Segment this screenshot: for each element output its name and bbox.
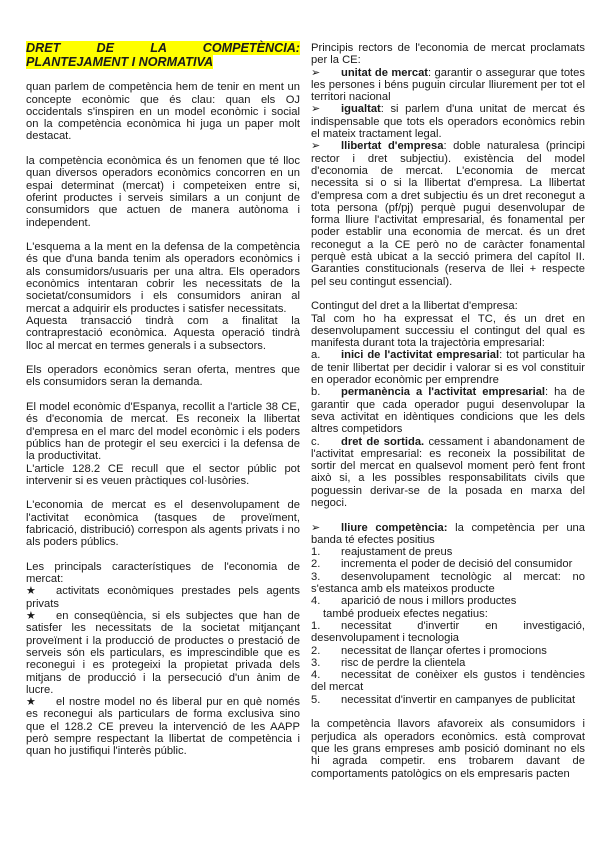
document-title-text: DRET DE LA COMPETÈNCIA: PLANTEJAMENT I NORMATIVA [26, 41, 300, 69]
list-marker: c. [311, 435, 320, 448]
list-item [26, 696, 300, 757]
list-item-text: en conseqüència, si els subjectes que han de satisfer les necessitats de la societat mitjançant proveïment i la producció de productes o prestació de serveis són els particulars, es imprescindible que es reconegui i es protegeixi la propietat privada dels mitjans de producció i la persecució d'un ànim de lucre. [26, 610, 300, 696]
list-item-text: : tot particular ha de tenir llibertat per decidir i valorar si es vol constituir en operador econòmic per emprendre [311, 349, 585, 387]
right-column [311, 42, 585, 780]
blank-line [26, 143, 300, 155]
list-marker: ★ [26, 610, 37, 623]
list-marker: 3. [311, 570, 321, 583]
list-item [311, 140, 585, 288]
paragraph: la competència llavors afavoreix als consumidors i perjudica als operadors econòmics. està comprovat que les grans empreses amb posició dominant no els hi agrada competir. ens trobarem davant de comportaments patològics on els empresaris pacten [311, 718, 585, 780]
blank-line [26, 69, 300, 81]
list-item [311, 67, 585, 104]
list-item-label: lliure competència: [341, 521, 448, 534]
list-item-label: dret de sortida. [341, 435, 425, 448]
list-item [311, 657, 585, 669]
list-marker: 2. [311, 558, 321, 571]
paragraph: L'article 128.2 CE recull que el sector públic pot intervenir si es veuen pràctiques col·lusòries. [26, 462, 300, 487]
list-item [311, 595, 585, 607]
list-marker: 5. [311, 693, 321, 706]
left-column [26, 42, 300, 758]
list-item [311, 669, 585, 694]
list-item-text: la competència per una banda té efectes positius [311, 521, 585, 546]
list-marker: 4. [311, 669, 321, 682]
paragraph: la competència econòmica és un fenomen que té lloc quan diversos operadors econòmics concorren en un espai determinat (mercat) i competeixen entre si, oferint productes i serveis similars a un conjunt de consumidors que actuen de manera autònoma i independent. [26, 155, 300, 229]
list-item-text: necessitat de llançar ofertes i promocions [341, 644, 547, 657]
paragraph: Les principals característiques de l'economia de mercat: [26, 560, 300, 586]
blank-line [26, 389, 300, 401]
paragraph: quan parlem de competència hem de tenir en ment un concepte econòmic que és clau: quan els OJ occidentals s'inspiren en un model econòmic i social on la competència econòmica hi juga un paper molt destacat. [26, 81, 300, 143]
list-item-text: activitats econòmiques prestades pels agents privats [26, 585, 300, 610]
list-marker: ➢ [311, 103, 321, 116]
list-marker: 1. [311, 619, 321, 632]
list-item [311, 620, 585, 645]
list-item [311, 103, 585, 140]
list-marker: ➢ [311, 140, 321, 153]
list-item-text: : doble naturalesa (principi rector i dret subjectiu). existència del model d'economia de mercat. L'economia de mercat necessita si o si la llibertat d'empresa. La llibertat d'empresa com a dret subjectiu és un dret reconegut a tota persona (pf/pj) perquè pugui desenvolupar de forma lliure l'activitat empresarial, és fonamental per poder establir una economia de mercat. és un dret reconegut a la CE però no de caràcter fonamental perquè està ubicat a la secció primera del capítol II. Garanties constitucionals (reserva de llei + respecte pel seu contingut essencial). [311, 140, 585, 288]
list-item-text: incrementa el poder de decisió del consumidor [341, 558, 573, 571]
list-item-text: necessitat d'invertir en campanyes de publicitat [341, 693, 576, 706]
list-item [311, 386, 585, 435]
list-item-text: desenvolupament tecnològic al mercat: no s'estanca amb els mateixos producte [311, 570, 585, 596]
paragraph: Contingut del dret a la llibertat d'empresa: [311, 300, 518, 313]
list-item-text: necessitat d'invertir en investigació, desenvolupament i tecnologia [311, 619, 585, 645]
paragraph: L'esquema a la ment en la defensa de la competència és que d'una banda tenim als operadors econòmics i als consumidors/usuaris per una altra. Els operadors econòmics intentaran cobrir les necessitats de la societat/consumidors i els consumidors aniran al mercat a adquirir els productes i satisfer necessitats. [26, 241, 300, 315]
list-marker: b. [311, 386, 321, 399]
list-item-text: cessament i abandonament de l'activitat empresarial: es reconeix la possibilitat de sortir del mercat en qualsevol moment però fent front això si, a les possibles responsabilitats civils que poguessin derivar-se de la posada en marxa del negoci. [311, 435, 585, 509]
list-item-text: : ha de garantir que cada operador pugui desenvolupar la seva activitat en idèntiques condicions que les dels altres competidors [311, 386, 585, 436]
list-item-text: risc de perdre la clientela [341, 656, 466, 669]
list-item-label: unitat de mercat [341, 66, 429, 79]
paragraph: El model econòmic d'Espanya, recollit a l'article 38 CE, és d'economia de mercat. Es reconeix la llibertat d'empresa en el marc del model econòmic i els poders públics han de protegir el seu exercici i la defensa de la productivitat. [26, 401, 300, 463]
list-item-text: el nostre model no és liberal pur en què només es reconegui als particulars de forma exclusiva sino que el 128.2 CE preveu la intervenció de les AAPP però sempre respectant la llibertat de competència i quan ho justifiqui l'interès públic. [26, 696, 300, 758]
list-item-label: igualtat [341, 103, 381, 116]
list-marker: 3. [311, 656, 321, 669]
blank-line [311, 706, 585, 718]
blank-line [311, 288, 585, 300]
list-marker: ➢ [311, 521, 321, 534]
paragraph: L'economia de mercat es el desenvolupament de l'activitat econòmica (tasques de proveïment, fabricació, distribució) correspon als agents privats i no als poders públics. [26, 499, 300, 549]
list-item [311, 694, 585, 706]
list-item-text: aparició de nous i millors productes [341, 595, 517, 608]
list-marker: 1. [311, 546, 321, 559]
list-marker: ★ [26, 696, 37, 709]
paragraph: Tal com ho ha expressat el TC, és un dret en desenvolupament successiu el contingut del qual es manifesta durant tota la trajectòria empresarial: [311, 312, 585, 350]
subheading: també produeix efectes negatius: [323, 607, 488, 620]
blank-line [26, 549, 300, 561]
list-marker: ★ [26, 585, 37, 598]
list-item-text: : si parlem d'una unitat de mercat és indispensable que tots els operadors econòmics rebin el mateix tractament legal. [311, 103, 585, 141]
list-item-label: llibertat d'empresa [341, 140, 444, 153]
list-item [311, 522, 585, 547]
document-title [26, 42, 300, 69]
list-marker: 2. [311, 644, 321, 657]
paragraph: Principis rectors de l'economia de mercat proclamats per la CE: [311, 42, 585, 67]
blank-line [26, 487, 300, 499]
list-item [26, 585, 300, 610]
list-item [311, 645, 585, 657]
list-item [311, 349, 585, 386]
list-marker: 4. [311, 595, 321, 608]
list-marker: a. [311, 349, 321, 362]
list-item-text: : garantir o assegurar que totes les persones i béns puguin circular lliurement per tot el territori nacional [311, 66, 585, 104]
list-item [311, 571, 585, 596]
paragraph: Els operadors econòmics seran oferta, mentres que els consumidors seran la demanda. [26, 364, 300, 389]
list-item [26, 610, 300, 696]
list-item-text: reajustament de preus [341, 546, 453, 559]
list-marker: ➢ [311, 66, 321, 79]
blank-line [26, 229, 300, 241]
list-item-label: permanència a l'activitat empresarial [341, 386, 546, 399]
list-item-text: necessitat de conèixer els gustos i tendències del mercat [311, 669, 585, 694]
list-item-label: inici de l'activitat empresarial [341, 349, 500, 362]
blank-line [311, 509, 585, 521]
list-item [311, 546, 585, 558]
blank-line [26, 352, 300, 364]
list-item [311, 436, 585, 510]
list-item [311, 558, 585, 570]
paragraph: Aquesta transacció tindrà com a finalitat la contraprestació econòmica. Aquesta operació tindrà lloc al mercat en termes generals i a subsectors. [26, 314, 300, 352]
